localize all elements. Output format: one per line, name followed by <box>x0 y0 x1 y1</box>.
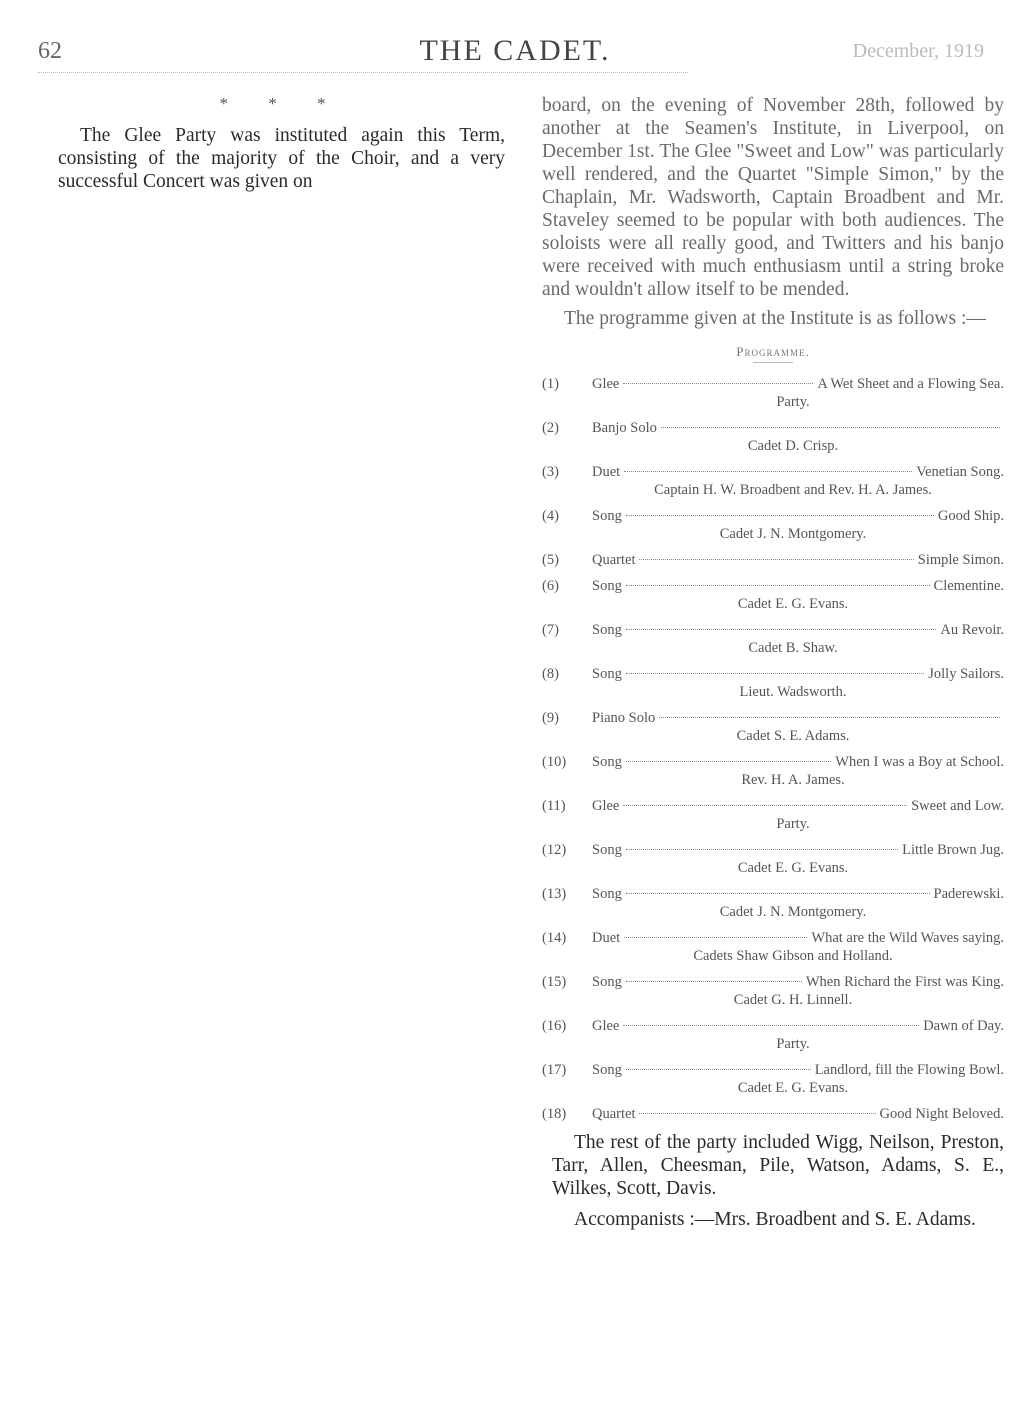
programme-intro: The programme given at the Institute is as follows :— <box>564 308 986 329</box>
programme-item-number: (14) <box>542 930 567 946</box>
programme-item-title: Good Ship. <box>937 508 1004 524</box>
programme-item <box>542 1105 1004 1123</box>
dot-leader <box>624 471 912 472</box>
programme-item-number: (7) <box>542 622 559 638</box>
programme-item-type: Quartet <box>592 1106 636 1122</box>
programme-item <box>542 929 1004 965</box>
programme-item <box>542 753 1004 789</box>
programme-item-line <box>542 577 1004 595</box>
programme-item <box>542 1061 1004 1097</box>
programme-item-performer: Cadet J. N. Montgomery. <box>719 904 867 920</box>
programme-rule <box>753 362 793 363</box>
programme-item-type: Song <box>592 754 622 770</box>
programme-item-line <box>542 885 1004 903</box>
programme-item-number: (8) <box>542 666 559 682</box>
accompanists-paragraph: Accompanists :—Mrs. Broadbent and S. E. Adams. <box>574 1209 976 1230</box>
programme-item-performer: Party. <box>776 1036 810 1052</box>
right-column <box>542 94 1004 1231</box>
programme-item-number: (13) <box>542 886 567 902</box>
programme-item <box>542 463 1004 499</box>
programme-item-title: A Wet Sheet and a Flowing Sea. <box>817 376 1004 392</box>
dot-leader <box>661 427 1000 428</box>
programme-item-performer: Cadet S. E. Adams. <box>736 728 850 744</box>
dot-leader <box>626 981 802 982</box>
concert-paragraph: board, on the evening of November 28th, followed by another at the Seamen's Institute, in Liverpool, on December 1st. The Glee "Sweet and Low" was particularly well rendered, and the Quartet "Simple Simon," by the Chaplain, Mr. Wadsworth, Captain Broadbent and Mr. Staveley seemed to be popular with both audiences. The soloists were all really good, and Twitters and his banjo were received with much enthusiasm until a string broke and wouldn't allow itself to be mended. <box>542 95 1004 300</box>
programme-item-performer: Captain H. W. Broadbent and Rev. H. A. James. <box>654 482 932 498</box>
programme-item-performer: Cadets Shaw Gibson and Holland. <box>693 948 893 964</box>
programme-item-title: Paderewski. <box>933 886 1004 902</box>
programme-item-performer: Cadet E. G. Evans. <box>737 596 849 612</box>
programme-item-number: (17) <box>542 1062 567 1078</box>
programme-item-type: Piano Solo <box>592 710 656 726</box>
programme-item <box>542 1017 1004 1053</box>
programme-item <box>542 973 1004 1009</box>
programme-item <box>542 885 1004 921</box>
programme-item-line <box>542 1061 1004 1079</box>
programme-item-title: Sweet and Low. <box>911 798 1004 814</box>
programme-item-number: (1) <box>542 376 559 392</box>
programme-item <box>542 797 1004 833</box>
programme-item-performer: Cadet J. N. Montgomery. <box>719 526 867 542</box>
programme-item <box>542 419 1004 455</box>
programme-item-type: Song <box>592 578 622 594</box>
programme-item-line <box>542 753 1004 771</box>
dot-leader <box>626 1069 811 1070</box>
programme-item-line <box>542 621 1004 639</box>
programme-item <box>542 507 1004 543</box>
programme-item-line <box>542 419 1004 437</box>
left-column <box>58 94 505 193</box>
programme-item-type: Song <box>592 974 622 990</box>
dot-leader <box>626 673 924 674</box>
programme-item-line <box>542 841 1004 859</box>
dot-leader <box>623 1025 919 1026</box>
programme-heading: Programme. <box>736 344 810 359</box>
programme-item <box>542 709 1004 745</box>
programme-item-number: (16) <box>542 1018 567 1034</box>
header-rule <box>38 72 688 73</box>
dot-leader <box>624 937 807 938</box>
programme-item <box>542 551 1004 569</box>
programme-item-type: Duet <box>592 464 621 480</box>
programme-item-line <box>542 797 1004 815</box>
programme-item-line <box>542 973 1004 991</box>
programme-item-type: Glee <box>592 376 620 392</box>
programme-item-type: Glee <box>592 798 620 814</box>
programme-item-number: (2) <box>542 420 559 436</box>
dot-leader <box>626 629 937 630</box>
programme-item-number: (6) <box>542 578 559 594</box>
dot-leader <box>626 893 930 894</box>
programme-item-performer: Cadet E. G. Evans. <box>737 1080 849 1096</box>
programme-item-title: Au Revoir. <box>940 622 1004 638</box>
programme-item-performer: Cadet B. Shaw. <box>748 640 838 656</box>
party-members-paragraph: The rest of the party included Wigg, Neilson, Preston, Tarr, Allen, Cheesman, Pile, Watson, Adams, S. E., Wilkes, Scott, Davis. <box>552 1132 1004 1199</box>
programme-item-type: Banjo Solo <box>592 420 657 436</box>
programme-item <box>542 375 1004 411</box>
programme-item-type: Song <box>592 508 622 524</box>
programme-item-number: (5) <box>542 552 559 568</box>
programme-item-title: Simple Simon. <box>917 552 1004 568</box>
programme-item <box>542 665 1004 701</box>
dot-leader <box>639 559 913 560</box>
programme-item-number: (15) <box>542 974 567 990</box>
programme-item-number: (9) <box>542 710 559 726</box>
programme-item-number: (3) <box>542 464 559 480</box>
programme-item-performer: Cadet E. G. Evans. <box>737 860 849 876</box>
programme-item-line <box>542 1017 1004 1035</box>
programme-item <box>542 841 1004 877</box>
programme-item-number: (11) <box>542 798 566 814</box>
programme-item-title: Good Night Beloved. <box>879 1106 1004 1122</box>
section-separator: * * * <box>219 94 344 113</box>
programme-item-type: Quartet <box>592 552 636 568</box>
programme-item-performer: Party. <box>776 394 810 410</box>
programme-item-number: (18) <box>542 1106 567 1122</box>
page-header <box>0 34 1030 74</box>
programme-item-performer: Party. <box>776 816 810 832</box>
programme-item-line <box>542 665 1004 683</box>
programme-item-line <box>542 1105 1004 1123</box>
dot-leader <box>659 717 1000 718</box>
dot-leader <box>623 383 813 384</box>
programme-item-title: Clementine. <box>933 578 1004 594</box>
programme-item-title: What are the Wild Waves saying. <box>811 930 1004 946</box>
programme-item-performer: Rev. H. A. James. <box>741 772 845 788</box>
dot-leader <box>626 585 930 586</box>
programme-item-line <box>542 463 1004 481</box>
programme-item-title: Venetian Song. <box>916 464 1004 480</box>
programme-item-title: Dawn of Day. <box>923 1018 1004 1034</box>
dot-leader <box>626 515 934 516</box>
issue-date: December, 1919 <box>852 40 984 62</box>
page-number: 62 <box>38 38 62 64</box>
programme-item-line <box>542 709 1004 727</box>
programme-item <box>542 577 1004 613</box>
programme-item-title: Jolly Sailors. <box>928 666 1004 682</box>
programme-item-title: When Richard the First was King. <box>805 974 1004 990</box>
dot-leader <box>626 849 898 850</box>
programme-item-type: Song <box>592 1062 622 1078</box>
programme-item <box>542 621 1004 657</box>
programme-item-line <box>542 507 1004 525</box>
programme-item-number: (10) <box>542 754 567 770</box>
programme-item-title: Landlord, fill the Flowing Bowl. <box>814 1062 1004 1078</box>
programme-item-type: Song <box>592 842 622 858</box>
programme-item-number: (4) <box>542 508 559 524</box>
programme-item-title: Little Brown Jug. <box>902 842 1004 858</box>
programme-item-line <box>542 929 1004 947</box>
programme-item-number: (12) <box>542 842 567 858</box>
programme-list <box>542 375 1004 1123</box>
programme-item-line <box>542 375 1004 393</box>
programme-item-type: Glee <box>592 1018 620 1034</box>
programme-item-type: Song <box>592 666 622 682</box>
programme-item-performer: Cadet G. H. Linnell. <box>733 992 853 1008</box>
programme-item-type: Duet <box>592 930 621 946</box>
programme-item-performer: Lieut. Wadsworth. <box>739 684 847 700</box>
programme-item-line <box>542 551 1004 569</box>
journal-title: THE CADET. <box>419 34 611 67</box>
dot-leader <box>639 1113 875 1114</box>
closing-section <box>542 1131 1004 1231</box>
programme-item-performer: Cadet D. Crisp. <box>747 438 839 454</box>
dot-leader <box>626 761 831 762</box>
programme-item-type: Song <box>592 622 622 638</box>
programme-item-type: Song <box>592 886 622 902</box>
glee-party-paragraph: The Glee Party was instituted again this Term, consisting of the majority of the Choir, and a very successful Concert was given on <box>58 125 505 192</box>
programme-item-title: When I was a Boy at School. <box>835 754 1004 770</box>
dot-leader <box>623 805 907 806</box>
